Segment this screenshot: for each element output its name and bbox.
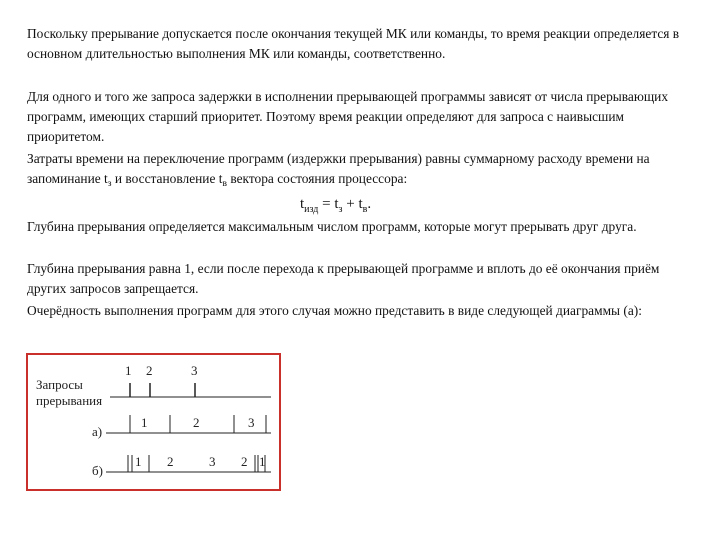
request-label-3: 3 — [191, 363, 198, 378]
formula-lhs-sub: изд — [304, 204, 319, 215]
row-b-program-4: 2 — [241, 454, 248, 469]
overhead-sub-z: з — [107, 179, 112, 189]
request-label-1: 1 — [125, 363, 132, 378]
row-b-program-2: 2 — [167, 454, 174, 469]
formula-sub-v: в — [362, 204, 368, 215]
requests-label-line1: Запросы — [36, 377, 83, 392]
row-b-program-3: 3 — [209, 454, 216, 469]
paragraph-depth-one: Глубина прерывания равна 1, если после перехода к прерывающей программе и вплоть до её окончания приём других запросов запрещается. — [27, 261, 660, 296]
request-label-2: 2 — [146, 363, 153, 378]
formula-lhs: t — [300, 196, 305, 212]
paragraph-interrupt-depth: Глубина прерывания определяется максимальным числом программ, которые могут прерывать друг друга. — [27, 219, 637, 234]
interrupt-diagram — [28, 355, 279, 489]
formula-sub-z: з — [338, 204, 343, 215]
formula-mid1: = t — [318, 196, 339, 212]
row-a-label: а) — [92, 424, 103, 439]
row-a-program-3: 3 — [248, 415, 255, 430]
row-b-program-1: 1 — [135, 454, 142, 469]
overhead-text-b: и восстановление t — [111, 171, 223, 186]
paragraph-switch-overhead — [27, 149, 682, 194]
overhead-text-c: вектора состояния процессора: — [226, 171, 408, 186]
row-b-label: б) — [92, 463, 103, 478]
formula-mid2: + t — [342, 196, 363, 212]
formula-end: . — [367, 196, 372, 212]
row-b-program-5: 1 — [259, 454, 266, 469]
overhead-sub-v: в — [222, 179, 227, 189]
paragraph-reaction-time: Поскольку прерывание допускается после окончания текущей МК или команды, то время реакции определяется в основном длительностью выполнения МК или команды, соответственно. — [27, 26, 680, 61]
overhead-text-a: Затраты времени на переключение программ (издержки прерывания) равны суммарному расходу времени на запоминание t — [27, 151, 650, 186]
row-a-program-2: 2 — [193, 415, 200, 430]
interrupt-diagram-frame — [26, 353, 281, 491]
paragraph-request-delays: Для одного и того же запроса задержки в исполнении прерывающей программы зависят от числа прерывающих программ, имеющих старший приоритет. Поэтому время реакции определяют для запроса с наивысшим приоритетом. — [27, 89, 669, 144]
requests-label-line2: прерывания — [36, 393, 103, 408]
paragraph-execution-order: Очерёдность выполнения программ для этого случая можно представить в виде следующей диаграммы (а): — [27, 303, 642, 318]
row-a-program-1: 1 — [141, 415, 148, 430]
